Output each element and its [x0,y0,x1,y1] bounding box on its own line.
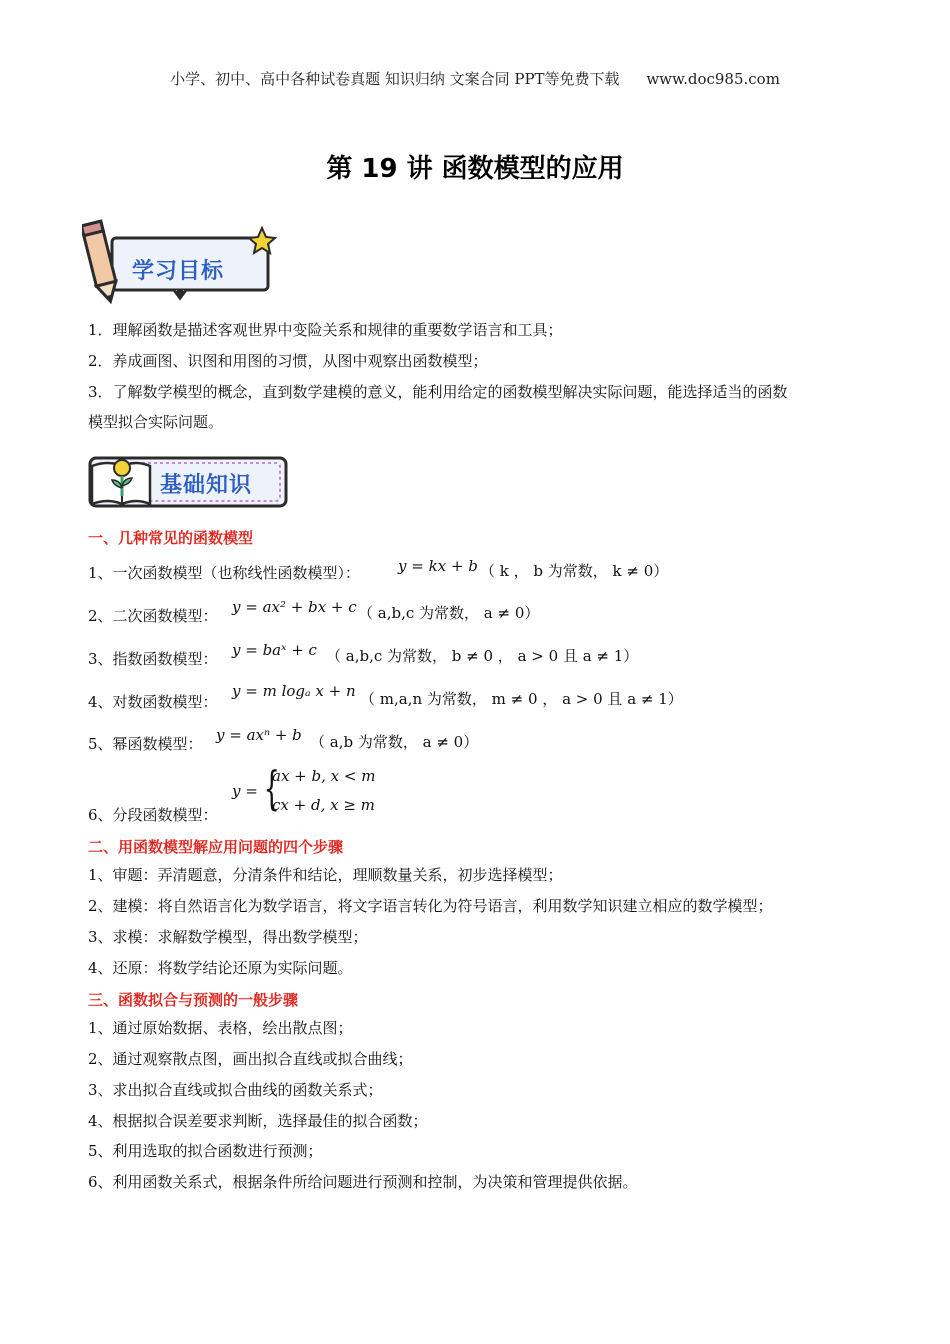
step-item-3: 3、求模：求解数学模型，得出数学模型； [88,928,368,946]
model-6-formula: y = [232,782,258,800]
model-3-formula: y = baˣ + c [232,641,317,659]
model-5-condition: （ a,b 为常数， a ≠ 0） [310,733,479,751]
piecewise-brace: { [263,761,280,815]
step-item-2: 2、建模：将自然语言化为数学语言，将文字语言转化为符号语言，利用数学知识建立相应的数学模型； [88,897,773,915]
header-url[interactable]: www.doc985.com [646,70,780,88]
goal-item-1: 1．理解函数是描述客观世界中变险关系和规律的重要数学语言和工具； [88,321,563,339]
model-2-formula: y = ax² + bx + c [232,598,357,616]
model-3-label: 3、指数函数模型： [88,650,218,668]
model-1-condition: （ k ， b 为常数， k ≠ 0） [480,562,669,580]
fit-item-2: 2、通过观察散点图，画出拟合直线或拟合曲线； [88,1050,413,1068]
fit-item-3: 3、求出拟合直线或拟合曲线的函数关系式； [88,1081,383,1099]
model-6-piece-2: cx + d, x ≥ m [272,796,375,814]
goal-item-3: 3．了解数学模型的概念，直到数学建模的意义，能利用给定的函数模型解决实际问题，能选择适当的函数 [88,383,788,401]
model-6-piece-1: ax + b, x < m [272,767,376,785]
fit-item-1: 1、通过原始数据、表格，绘出散点图； [88,1019,353,1037]
step-item-4: 4、还原：将数学结论还原为实际问题。 [88,959,353,977]
goal-item-2: 2．养成画图、识图和用图的习惯，从图中观察出函数模型； [88,352,488,370]
model-1-label: 1、一次函数模型（也称线性函数模型）： [88,564,361,582]
model-3-condition: （ a,b,c 为常数， b ≠ 0 ， a > 0 且 a ≠ 1） [326,647,639,665]
fit-item-5: 5、利用选取的拟合函数进行预测； [88,1142,323,1160]
header-text: 小学、初中、高中各种试卷真题 知识归纳 文案合同 PPT等免费下载 [170,70,620,88]
page-title: 第 19 讲 函数模型的应用 [326,154,624,184]
model-4-label: 4、对数函数模型： [88,693,218,711]
model-5-formula: y = axⁿ + b [216,726,302,744]
fit-item-6: 6、利用函数关系式，根据条件所给问题进行预测和控制，为决策和管理提供依据。 [88,1173,638,1191]
page-header [0,68,950,89]
model-2-label: 2、二次函数模型： [88,607,218,625]
model-4-condition: （ m,a,n 为常数， m ≠ 0 ， a > 0 且 a ≠ 1） [360,690,683,708]
goal-item-3-cont: 模型拟合实际问题。 [88,413,224,431]
section-1-heading: 一、几种常见的函数模型 [88,529,254,547]
model-1-formula: y = kx + b [398,557,478,575]
model-5-label: 5、幂函数模型： [88,735,203,753]
fit-item-4: 4、根据拟合误差要求判断，选择最佳的拟合函数； [88,1112,428,1130]
section-3-heading: 三、函数拟合与预测的一般步骤 [88,991,299,1009]
model-4-formula: y = m logₐ x + n [232,682,356,700]
basic-knowledge-heading: 基础知识 [160,473,253,498]
step-item-1: 1、审题：弄清题意，分清条件和结论，理顺数量关系，初步选择模型； [88,866,563,884]
learning-goals-heading: 学习目标 [132,259,225,284]
model-2-condition: （ a,b,c 为常数， a ≠ 0） [358,604,540,622]
section-2-heading: 二、用函数模型解应用问题的四个步骤 [88,838,344,856]
model-6-label: 6、分段函数模型： [88,806,218,824]
